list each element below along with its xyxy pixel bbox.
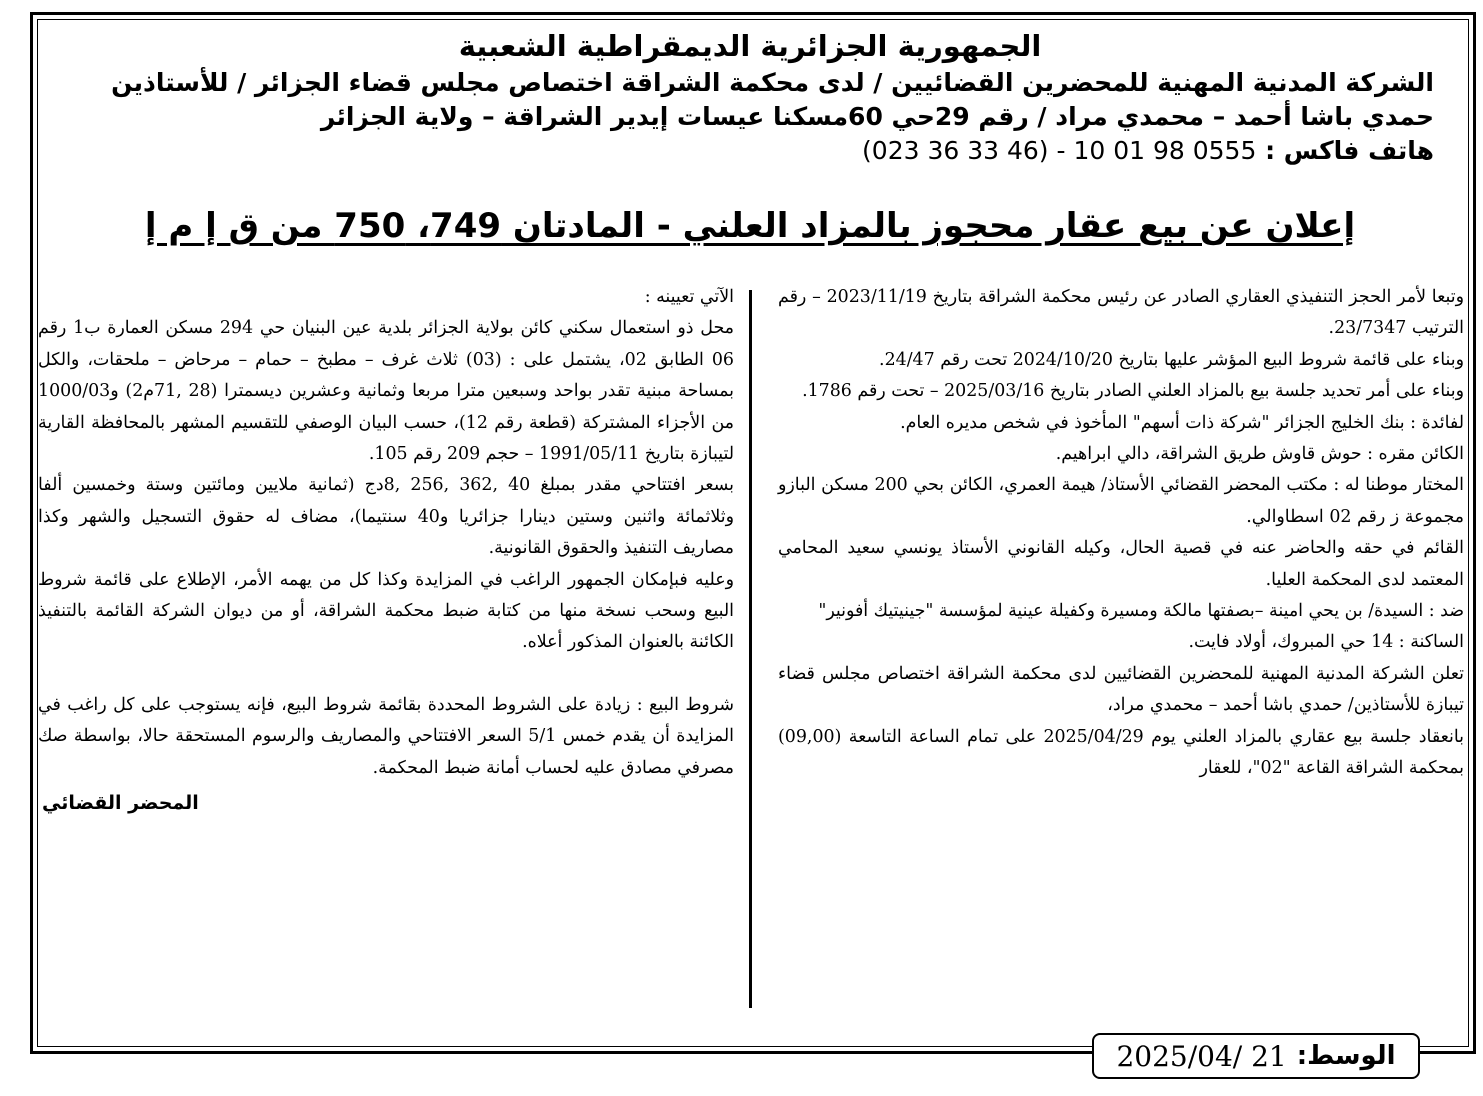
bailiffs-address-line: حمدي باشا أحمد – محمدي مراد / رقم 29حي 60مسكنا عيسات إيدير الشراقة – ولاية الجزائر (320, 102, 1434, 131)
right-column (778, 282, 1464, 785)
paragraph: بسعر افتتاحي مقدر بمبلغ 40 ,362 ,256 ,8دج (ثمانية ملايين ومائتين وستة وخمسين ألفا وثلاثمائة واثنين وستين دينارا جزائريا و40 سنتيما)، مضاف له حقوق التسجيل والشهر وكذا مصاريف التنفيذ والحقوق القانونية. (38, 475, 735, 559)
signature: المحضر القضائي (42, 792, 199, 815)
announcement-header (40, 28, 1460, 163)
paragraph: وتبعا لأمر الحجز التنفيذي العقاري الصادر عن رئيس محكمة الشراقة بتاريخ 2023/11/19 – رقم الترتيب 23/7347. (778, 287, 1464, 339)
paragraph: لفائدة : بنك الخليج الجزائر "شركة ذات أسهم" المأخوذ في شخص مديره العام. (900, 412, 1464, 433)
phone-value: (023 36 33 46) - 10 01 98 0555 (862, 136, 1257, 165)
paragraph: تعلن الشركة المدنية المهنية للمحضرين القضائيين لدى محكمة الشراقة اختصاص مجلس قضاء تيبازة للأستاذين/ حمدي باشا أحمد – محمدي مراد، (778, 663, 1464, 716)
sale-conditions: شروط البيع : زيادة على الشروط المحددة بقائمة شروط البيع، فإنه يستوجب على كل راغب في المزايدة أن يقدم خمس 5/1 السعر الافتتاحي والمصاريف والرسوم المستحقة حالا، بواسطة صك مصرفي مصادق عليه لحساب أمانة ضبط المحكمة. (38, 694, 734, 778)
paragraph: الآتي تعيينه : (644, 287, 734, 307)
paragraph: وبناء على قائمة شروط البيع المؤشر عليها بتاريخ 2024/10/20 تحت رقم 24/47. (879, 349, 1464, 370)
phone-fax-line (40, 138, 1460, 163)
newspaper-date-badge (1092, 1033, 1420, 1079)
paragraph: محل ذو استعمال سكني كائن بولاية الجزائر بلدية عين البنيان حي 294 مسكن العمارة ب1 رقم 06 الطابق 02، يشتمل على : (03) ثلاث غرف – مطبخ – حمام – مرحاض – ملحقات، والكل بمساحة مبنية تقدر بواحد وسبعين مترا مربعا وثمانية وعشرين ديسمترا (28 ,71م2) و1000/03 من الأجزاء المشتركة (قطعة رقم 12)، حسب البيان الوصفي للتقسيم المشهر بالمحافظة القارية لتيبازة بتاريخ 1991/05/11 – حجم 209 رقم 105. (38, 318, 734, 465)
publication-date: 2025/04/ 21 (1116, 1039, 1287, 1073)
column-divider (749, 290, 752, 1008)
phone-label: هاتف فاكس : (1265, 136, 1434, 165)
paragraph: الساكنة : 14 حي المبروك، أولاد فايت. (1188, 632, 1464, 653)
paragraph: المختار موطنا له : مكتب المحضر القضائي الأستاذ/ هيمة العمري، الكائن بحي 200 مسكن البازو مجموعة ز رقم 02 اسطاوالي. (778, 475, 1464, 527)
paragraph: ضد : السيدة/ بن يحي امينة –بصفتها مالكة ومسيرة وكفيلة عينية لمؤسسة "جينيتيك أفونير" (818, 601, 1464, 622)
republic-heading: الجمهورية الجزائرية الديمقراطية الشعبية (458, 29, 1042, 63)
announcement-title: إعلان عن بيع عقار محجوز بالمزاد العلني - المادتان 749، 750 من ق إ م إ (144, 206, 1356, 246)
paragraph: وعليه فبإمكان الجمهور الراغب في المزايدة وكذا كل من يهمه الأمر، الإطلاع على قائمة شروط البيع وسحب نسخة منها من كتابة ضبط محكمة الشراقة، أو من ديوان الشركة القائمة بالتنفيذ الكائنة بالعنوان المذكور أعلاه. (38, 569, 734, 653)
paragraph: الكائن مقره : حوش قاوش طريق الشراقة، دالي ابراهيم. (1055, 444, 1464, 465)
paragraph: وبناء على أمر تحديد جلسة بيع بالمزاد العلني الصادر بتاريخ 2025/03/16 – تحت رقم 1786. (802, 381, 1464, 402)
newspaper-name: الوسط: (1296, 1041, 1396, 1071)
paragraph: بانعقاد جلسة بيع عقاري بالمزاد العلني يوم 2025/04/29 على تمام الساعة التاسعة (09,00) بمحكمة الشراقة القاعة "02"، للعقار (778, 726, 1464, 779)
spacer (38, 659, 734, 690)
company-line: الشركة المدنية المهنية للمحضرين القضائيين / لدى محكمة الشراقة اختصاص مجلس قضاء الجزائر / للأستاذين (111, 68, 1434, 97)
left-column (38, 282, 734, 820)
paragraph: القائم في حقه والحاضر عنه في قصية الحال، وكيله القانوني الأستاذ يونسي سعيد المحامي المعتمد لدى المحكمة العليا. (778, 538, 1464, 590)
